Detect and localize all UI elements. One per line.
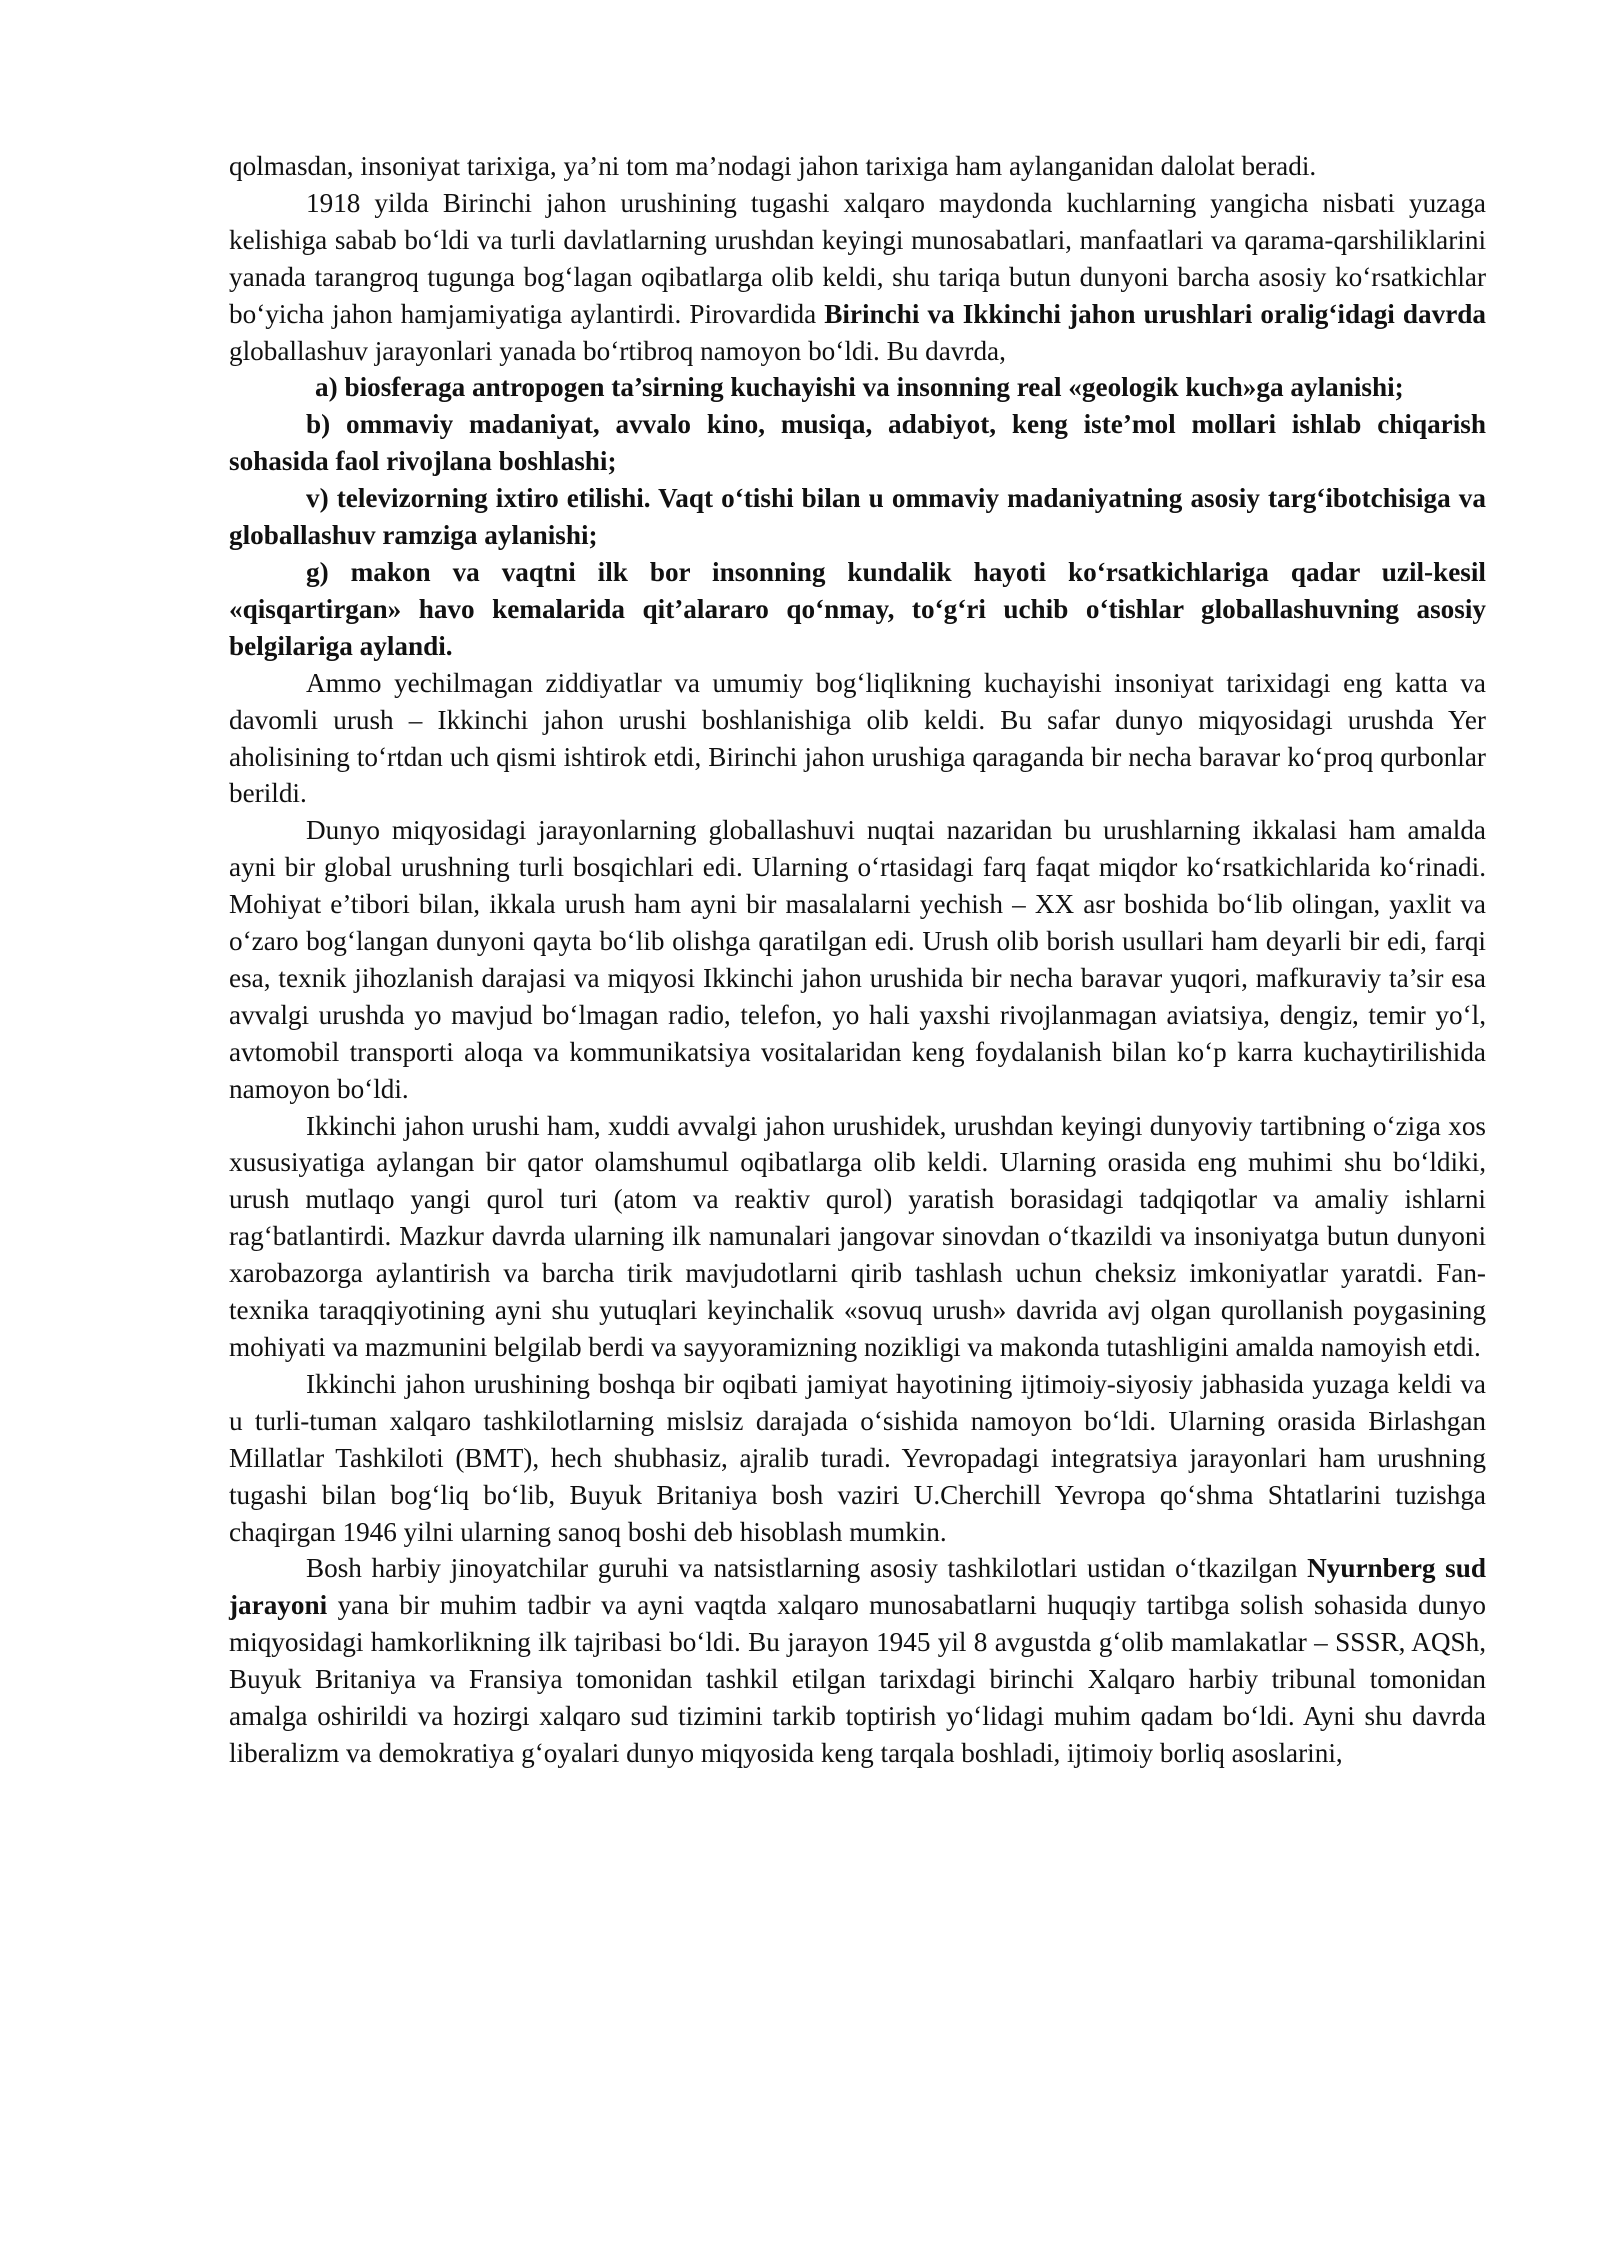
paragraph-nuremberg-trials (229, 1550, 1486, 1771)
paragraph-interwar-period (229, 185, 1486, 370)
bold-text-run: g) makon va vaqtni ilk bor insonning kundalik hayoti ko‘rsatkichlariga qadar uzil-kesil «qisqartirgan» havo kemalarida qit’alararo qo‘nmay, to‘g‘ri uchib o‘tishlar globallashuvning asosiy belgilariga aylandi. (229, 556, 1486, 661)
bold-text-run: Birinchi va Ikkinchi jahon urushlari oralig‘idagi davrda (824, 298, 1486, 329)
bold-text-run: a) biosferaga antropogen ta’sirning kuchayishi va insonning real «geologik kuch»ga aylanishi; (315, 372, 1404, 403)
bold-text-run: b) ommaviy madaniyat, avvalo kino, musiqa, adabiyot, keng iste’mol mollari ishlab chiqarish sohasida faol rivojlana boshlashi; (229, 409, 1486, 477)
text-run: Ikkinchi jahon urushining boshqa bir oqibati jamiyat hayotining ijtimoiy-siyosiy jabhasida yuzaga keldi va u turli-tuman xalqaro tashkilotlarning mislsiz darajada o‘sishida namoyon bo‘ldi. Ularning orasida Birlashgan Millatlar Tashkiloti (BMT), hech shubhasiz, ajralib turadi. Yevropadagi integratsiya jarayonlari ham urushning tugashi bilan bog‘liq bo‘lib, Buyuk Britaniya bosh vaziri U.Cherchill Yevropa qo‘shma Shtatlarini tuzishga chaqirgan 1946 yilni ularning sanoq boshi deb hisoblash mumkin. (229, 1368, 1486, 1547)
paragraph-continuation (229, 148, 1486, 185)
list-item-v (229, 480, 1486, 554)
text-run: yana bir muhim tadbir va ayni vaqtda xalqaro munosabatlarni huquqiy tartibga solish sohasida dunyo miqyosidagi hamkorlikning ilk tajribasi bo‘ldi. Bu jarayon 1945 yil 8 avgustda g‘olib mamlakatlar – SSSR, AQSh, Buyuk Britaniya va Fransiya tomonidan tashkil etilgan tarixdagi birinchi Xalqaro harbiy tribunal tomonidan amalga oshirildi va hozirgi xalqaro sud tizimini tarkib toptirish yo‘lidagi muhim qadam bo‘ldi. Ayni shu davrda liberalizm va demokratiya g‘oyalari dunyo miqyosida keng tarqala boshladi, ijtimoiy borliq asoslarini, (229, 1590, 1486, 1768)
text-run: Ikkinchi jahon urushi ham, xuddi avvalgi jahon urushidek, urushdan keyingi dunyoviy tartibning o‘ziga xos xususiyatiga aylangan bir qator olamshumul oqibatlarga olib keldi. Ularning orasida eng muhimi shu bo‘ldiki, urush mutlaqo yangi qurol turi (atom va reaktiv qurol) yaratish borasidagi tadqiqotlar va amaliy ishlarni rag‘batlantirdi. Mazkur davrda ularning ilk namunalari jangovar sinovdan o‘tkazildi va insoniyatga butun dunyoni xarobazorga aylantirish va barcha tirik mavjudotlarni qirib tashlash uchun cheksiz imkoniyatlar yaratdi. Fan-texnika taraqqiyotining ayni shu yutuqlari keyinchalik «sovuq urush» davrida avj olgan qurollanish poygasining mohiyati va mazmunini belgilab berdi va sayyoramizning nozikligi va makonda tutashligini amalda namoyish etdi. (229, 1110, 1486, 1362)
text-run: 1918 yilda Birinchi jahon urushining tugashi xalqaro maydonda kuchlarning yangicha nisbati yuzaga kelishiga sabab bo‘ldi va turli davlatlarning urushdan keyingi munosabatlari, manfaatlari va qarama-qarshiliklarini yanada tarangroq tugunga bog‘lagan oqibatlarga olib keldi, shu tariqa butun dunyoni barcha asosiy ko‘rsatkichlar bo‘yicha jahon hamjamiyatiga aylantirdi. Pirovardida (229, 187, 1486, 329)
text-run: qolmasdan, insoniyat tarixiga, ya’ni tom ma’nodagi jahon tarixiga ham aylanganidan dalolat beradi. (229, 151, 1317, 181)
bold-text-run: v) televizorning ixtiro etilishi. Vaqt o‘tishi bilan u ommaviy madaniyatning asosiy targ‘ibotchisiga va globallashuv ramziga aylanishi; (229, 483, 1486, 551)
bold-text-run: Nyurnberg sud jarayoni (229, 1553, 1486, 1621)
paragraph-consequences (229, 1108, 1486, 1366)
paragraph-international-organizations (229, 1366, 1486, 1551)
list-item-b (229, 406, 1486, 480)
text-run: Ammo yechilmagan ziddiyatlar va umumiy bog‘liqlikning kuchayishi insoniyat tarixidagi eng katta va davomli urush – Ikkinchi jahon urushi boshlanishiga olib keldi. Bu safar dunyo miqyosidagi urushda Yer aholisining to‘rtdan uch qismi ishtirok etdi, Birinchi jahon urushiga qaraganda bir necha baravar ko‘proq qurbonlar berildi. (229, 667, 1486, 809)
paragraph-second-world-war (229, 665, 1486, 813)
text-run: Dunyo miqyosidagi jarayonlarning globallashuvi nuqtai nazaridan bu urushlarning ikkalasi ham amalda ayni bir global urushning turli bosqichlari edi. Ularning o‘rtasidagi farq faqat miqdor ko‘rsatkichlarida ko‘rinadi. Mohiyat e’tibori bilan, ikkala urush ham ayni bir masalalarni yechish – XX asr boshida bo‘lib olingan, yaxlit va o‘zaro bog‘langan dunyoni qayta bo‘lib olishga qaratilgan edi. Urush olib borish usullari ham deyarli bir edi, farqi esa, texnik jihozlanish darajasi va miqyosi Ikkinchi jahon urushida bir necha baravar yuqori, mafkuraviy ta’sir esa avvalgi urushda yo mavjud bo‘lmagan radio, telefon, yo hali yaxshi rivojlanmagan aviatsiya, dengiz, temir yo‘l, avtomobil transporti aloqa va kommunikatsiya vositalaridan keng foydalanish bilan ko‘p karra kuchaytirilishida namoyon bo‘ldi. (229, 815, 1486, 1104)
document-page (229, 148, 1486, 1772)
list-item-a (229, 369, 1486, 406)
text-run: Bosh harbiy jinoyatchilar guruhi va natsistlarning asosiy tashkilotlari ustidan o‘tkazilgan (306, 1553, 1308, 1584)
text-run: globallashuv jarayonlari yanada bo‘rtibroq namoyon bo‘ldi. Bu davrda, (229, 335, 1006, 366)
paragraph-globalization-stages (229, 812, 1486, 1107)
list-item-g (229, 554, 1486, 665)
